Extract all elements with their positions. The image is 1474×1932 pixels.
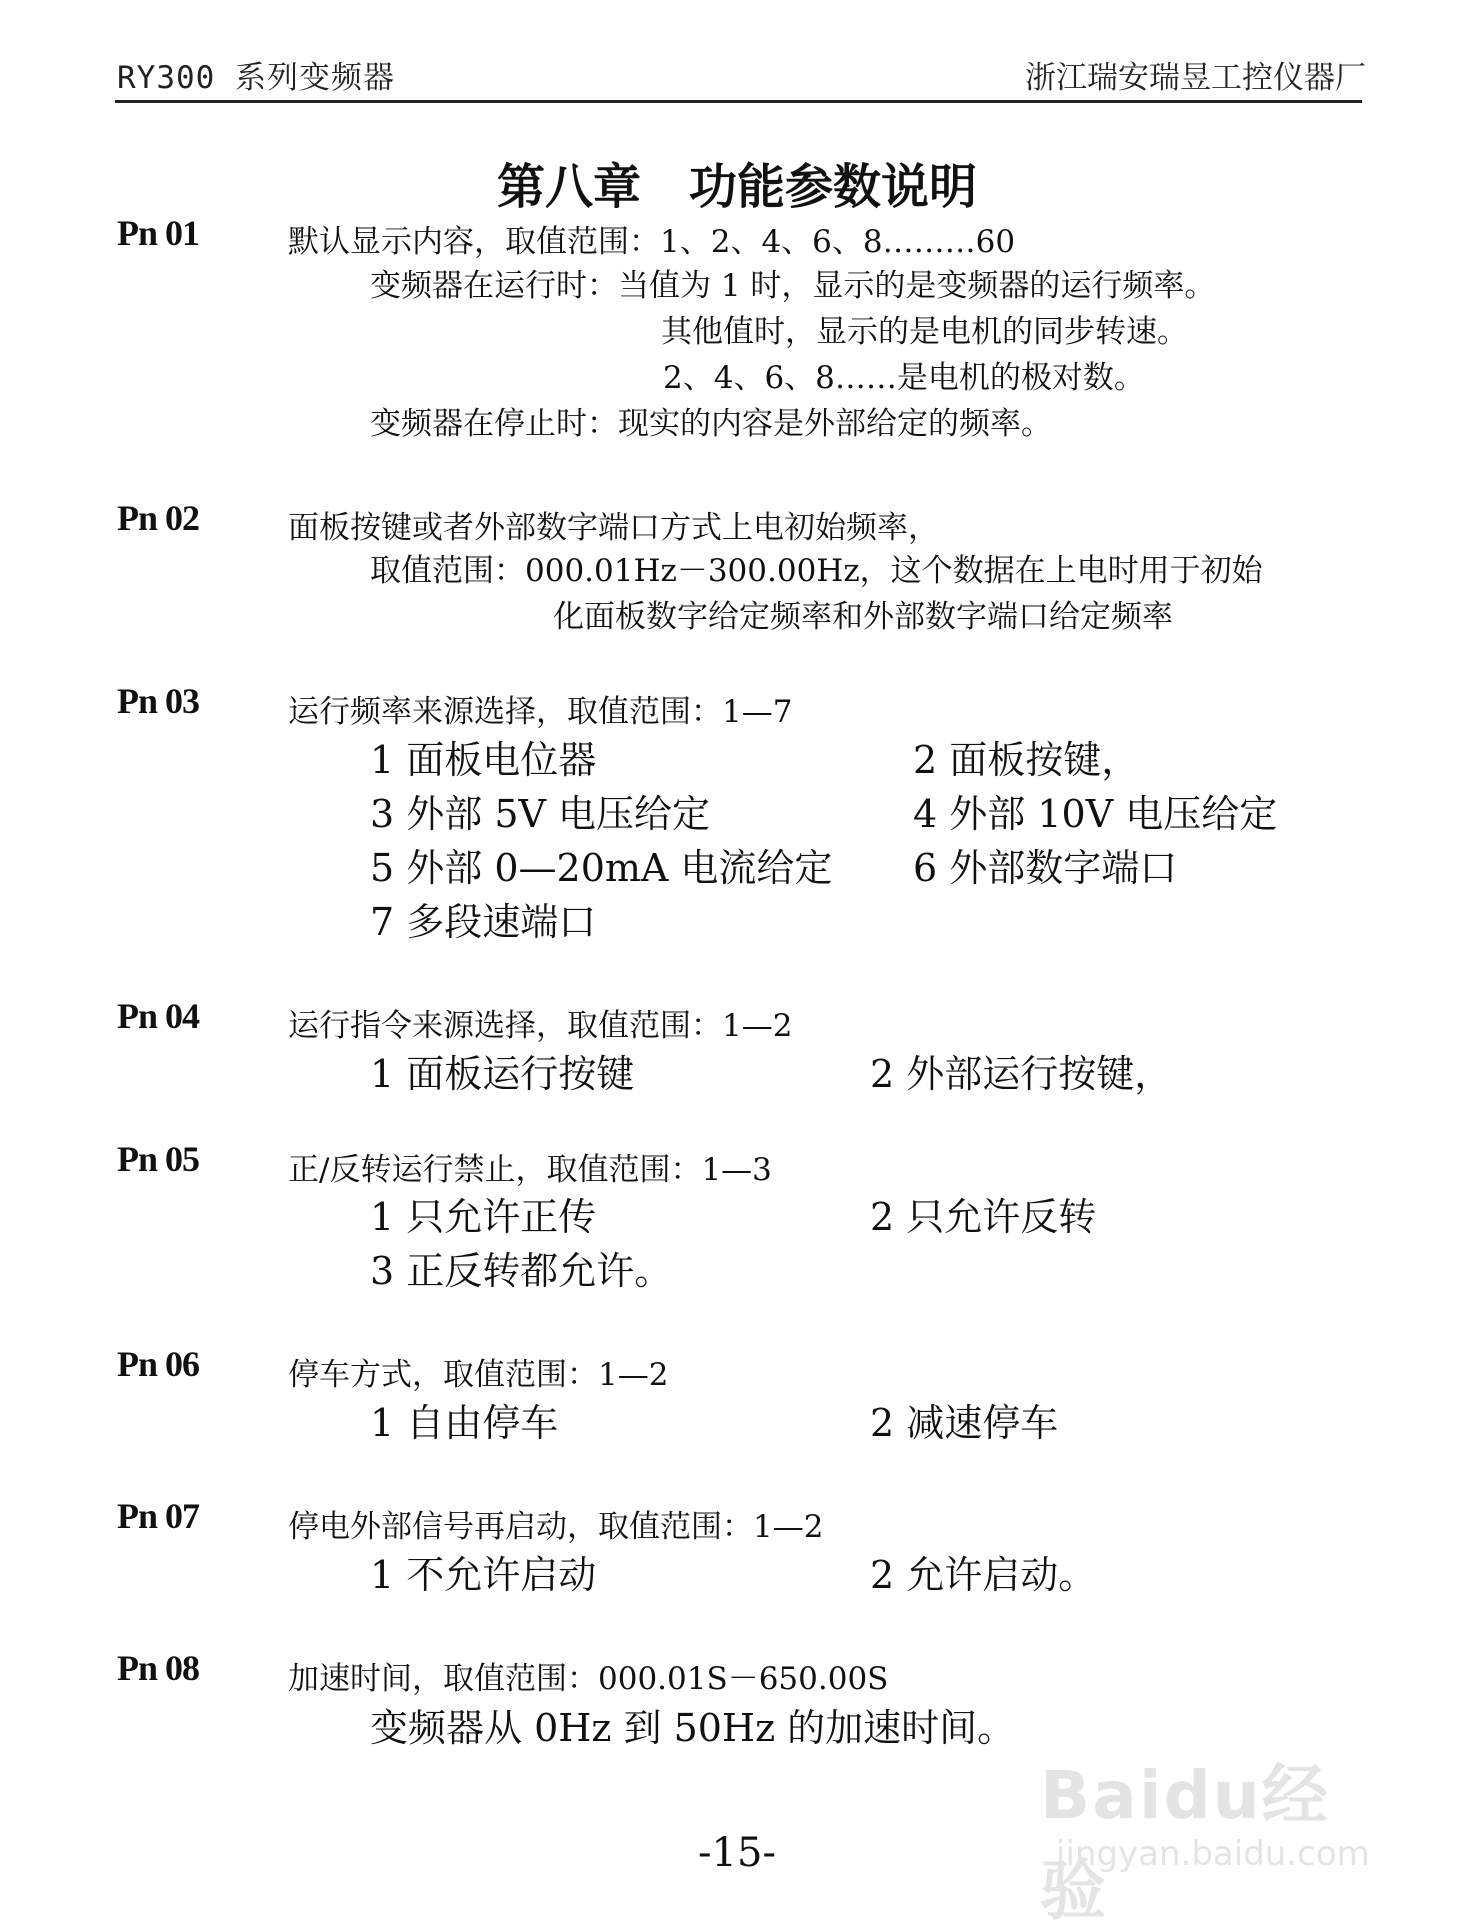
- pn01-poles-line: 2、4、6、8……是电机的极对数。: [663, 360, 1145, 396]
- pn03-option-6: 6 外部数字端口: [913, 846, 1178, 890]
- pn07-option-1: 1 不允许启动: [370, 1553, 597, 1597]
- pn02-range-line: 取值范围：000.01Hz－300.00Hz，这个数据在上电时用于初始: [370, 553, 1263, 589]
- param-desc-pn03: 运行频率来源选择，取值范围：1—7: [288, 694, 793, 730]
- pn01-stopped-line: 变频器在停止时：现实的内容是外部给定的频率。: [370, 406, 1052, 442]
- param-desc-pn05: 正/反转运行禁止，取值范围：1—3: [288, 1152, 772, 1188]
- pn05-option-1: 1 只允许正传: [370, 1195, 597, 1239]
- pn03-option-5: 5 外部 0—20mA 电流给定: [370, 846, 833, 890]
- header-document-title: RY300 系列变频器: [117, 60, 395, 96]
- param-code-pn06: Pn 06: [117, 1344, 200, 1384]
- pn03-option-3: 3 外部 5V 电压给定: [370, 792, 711, 836]
- param-code-pn05: Pn 05: [117, 1139, 200, 1179]
- pn02-range-line-cont: 化面板数字给定频率和外部数字端口给定频率: [553, 599, 1173, 635]
- baidu-logo-text: Baidu经验: [1040, 1757, 1330, 1929]
- header-rule: [115, 100, 1362, 103]
- param-code-pn07: Pn 07: [117, 1496, 200, 1536]
- pn05-option-2: 2 只允许反转: [870, 1195, 1097, 1239]
- param-code-pn03: Pn 03: [117, 681, 200, 721]
- pn03-option-7: 7 多段速端口: [370, 900, 597, 944]
- pn01-running-line: 变频器在运行时：当值为 1 时，显示的是变频器的运行频率。: [370, 268, 1216, 304]
- pn04-option-2: 2 外部运行按键，: [870, 1052, 1173, 1096]
- chapter-title: 第八章 功能参数说明: [496, 159, 977, 215]
- pn01-other-line: 其他值时，显示的是电机的同步转速。: [661, 314, 1188, 350]
- pn04-option-1: 1 面板运行按键: [370, 1052, 635, 1096]
- param-desc-pn07: 停电外部信号再启动，取值范围：1—2: [288, 1509, 824, 1545]
- pn06-option-2: 2 减速停车: [870, 1401, 1059, 1445]
- param-desc-pn02: 面板按键或者外部数字端口方式上电初始频率，: [288, 510, 939, 546]
- param-code-pn02: Pn 02: [117, 498, 200, 538]
- page-number: -15-: [698, 1830, 776, 1876]
- pn03-option-4: 4 外部 10V 电压给定: [913, 792, 1278, 836]
- pn08-accel-line: 变频器从 0Hz 到 50Hz 的加速时间。: [370, 1706, 1016, 1750]
- param-code-pn08: Pn 08: [117, 1648, 200, 1688]
- param-desc-pn08: 加速时间，取值范围：000.01S－650.00S: [288, 1661, 889, 1697]
- param-desc-pn04: 运行指令来源选择，取值范围：1—2: [288, 1008, 793, 1044]
- param-code-pn04: Pn 04: [117, 996, 200, 1036]
- header-manufacturer: 浙江瑞安瑞昱工控仪器厂: [1025, 60, 1366, 96]
- param-code-pn01: Pn 01: [117, 213, 200, 253]
- pn03-option-1: 1 面板电位器: [370, 738, 597, 782]
- pn07-option-2: 2 允许启动。: [870, 1553, 1097, 1597]
- pn05-option-3: 3 正反转都允许。: [370, 1249, 673, 1293]
- pn03-option-2: 2 面板按键，: [913, 738, 1140, 782]
- param-desc-pn01: 默认显示内容，取值范围：1、2、4、6、8………60: [288, 224, 1016, 260]
- pn06-option-1: 1 自由停车: [370, 1401, 559, 1445]
- baidu-watermark-url: jingyan.baidu.com: [1056, 1834, 1370, 1874]
- param-desc-pn06: 停车方式，取值范围：1—2: [288, 1357, 669, 1393]
